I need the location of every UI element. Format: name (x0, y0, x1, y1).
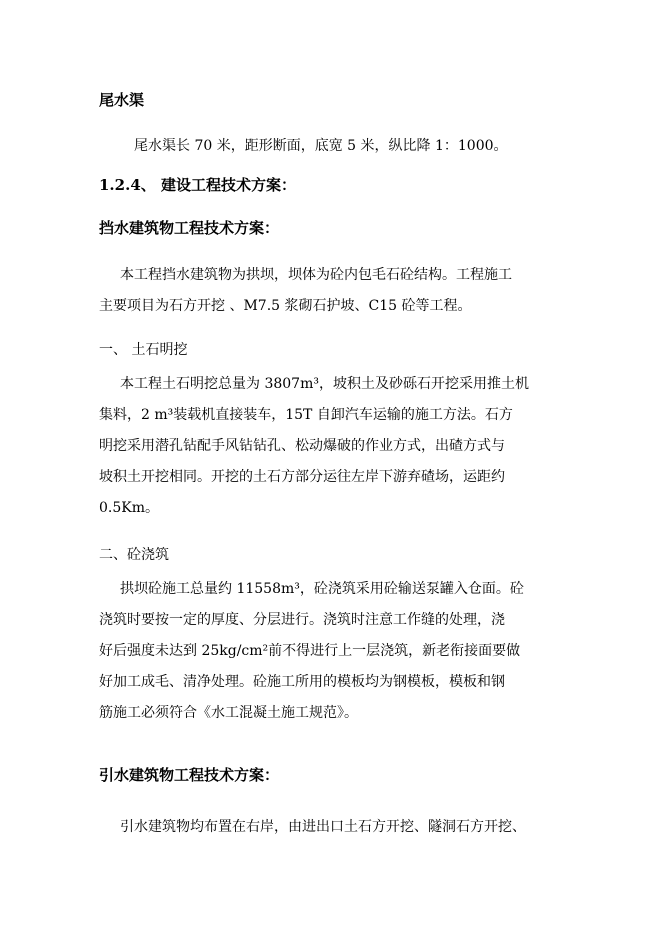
line-text: 0.5Km。 (99, 500, 159, 516)
paragraph-line (99, 641, 579, 672)
diversion-structure-paragraph (99, 817, 579, 848)
line-text: 集料，2 m³装载机直接装车，15T 自卸汽车运输的施工方法。石方 (99, 407, 513, 423)
paragraph-line (99, 498, 579, 529)
line-text: 筋施工必须符合《水工混凝土施工规范》。 (99, 705, 358, 721)
line-text: 明挖采用潜孔钻配手风钻钻孔、松动爆破的作业方式，出碴方式与 (99, 438, 505, 454)
paragraph-line (99, 436, 579, 467)
line-text: 拱坝砼施工总量约 11558m³，砼浇筑采用砼输送泵罐入仓面。砼 (120, 581, 524, 597)
section-1-2-4-heading: 1.2.4、 建设工程技术方案： (99, 176, 296, 194)
paragraph-line (99, 703, 579, 734)
item-2-title: 二、砼浇筑 (99, 547, 169, 563)
line-text: 坡积土开挖相同。开挖的土石方部分运往左岸下游弃碴场，运距约 (99, 469, 505, 485)
heading-tailrace: 尾水渠 (99, 91, 145, 109)
line-text: 好加工成毛、清净处理。砼施工所用的模板均为钢模板，模板和钢 (99, 674, 505, 690)
line-text: 引水建筑物均布置在右岸，由进出口土石方开挖、隧洞石方开挖、 (120, 819, 526, 835)
item-1-title: 一、 土石明挖 (99, 342, 188, 358)
paragraph-line (99, 265, 579, 296)
line-text: 好后强度未达到 25kg/cm²前不得进行上一层浇筑，新老衔接面要做 (99, 643, 521, 659)
paragraph-line (99, 817, 579, 848)
paragraph-line (99, 672, 579, 703)
retaining-structure-paragraph (99, 265, 579, 327)
retaining-structure-heading: 挡水建筑物工程技术方案： (99, 219, 280, 237)
paragraph-line (99, 296, 579, 327)
line-text: 浇筑时要按一定的厚度、分层进行。浇筑时注意工作缝的处理，浇 (99, 612, 505, 628)
paragraph-line (99, 374, 579, 405)
line-text: 本工程挡水建筑物为拱坝，坝体为砼内包毛石砼结构。工程施工 (120, 267, 512, 283)
paragraph-line (99, 467, 579, 498)
paragraph-line (99, 579, 579, 610)
item-1-paragraph (99, 374, 579, 529)
tailrace-description: 尾水渠长 70 米，距形断面，底宽 5 米，纵比降 1：1000。 (134, 138, 508, 154)
item-2-paragraph (99, 579, 579, 734)
diversion-structure-heading: 引水建筑物工程技术方案： (99, 766, 280, 784)
paragraph-line (99, 405, 579, 436)
line-text: 主要项目为石方开挖 、M7.5 浆砌石护坡、C15 砼等工程。 (99, 298, 472, 314)
paragraph-line (99, 610, 579, 641)
line-text: 本工程土石明挖总量为 3807m³，坡积土及砂砾石开挖采用推土机 (120, 376, 529, 392)
